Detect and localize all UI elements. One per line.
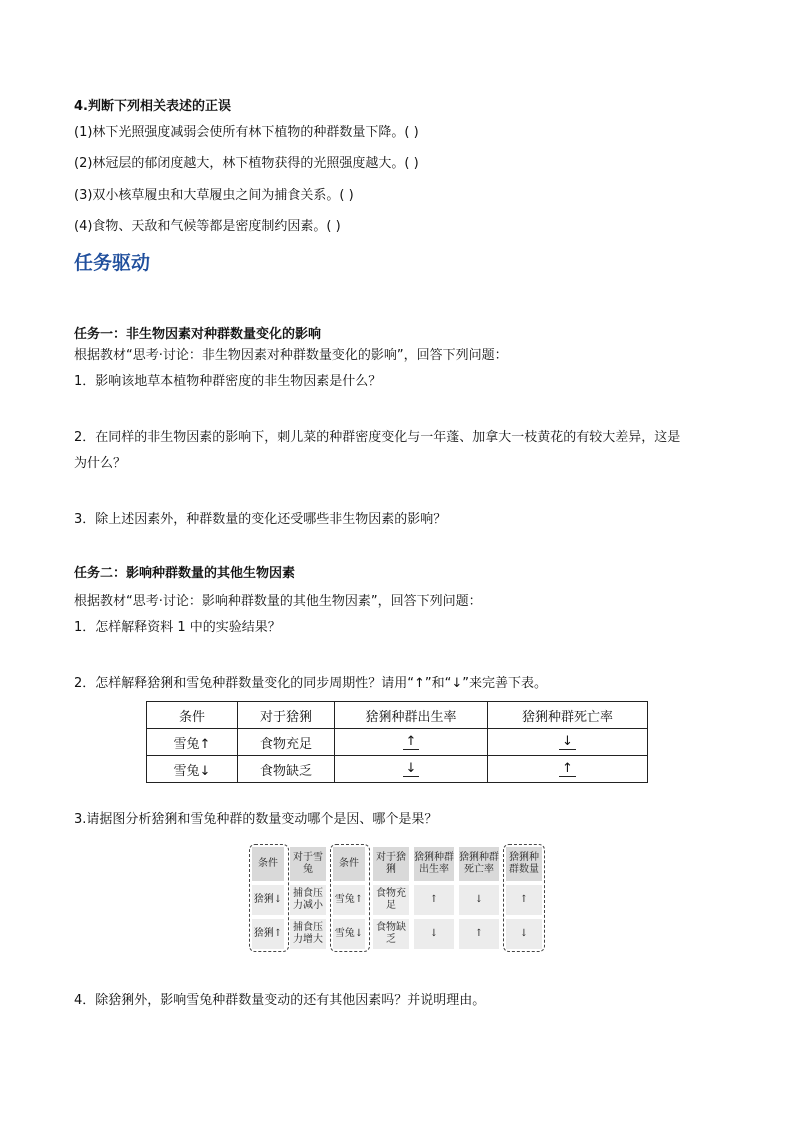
answer-arrow: ↓ <box>403 762 420 777</box>
table-cell: 雪兔↓ <box>147 756 238 783</box>
fig-header-condition: 条件 <box>333 847 365 881</box>
fig-cell: 食物缺乏 <box>373 919 409 949</box>
fig-arrow: ↑ <box>459 919 499 949</box>
task2-q2: 2．怎样解释猞猁和雪兔种群数量变化的同步周期性？请用“↑”和“↓”来完善下表。 <box>74 676 547 691</box>
task1-q3: 3．除上述因素外，种群数量的变化还受哪些非生物因素的影响？ <box>74 512 447 527</box>
dashed-frame <box>330 844 370 952</box>
table-cell: 食物缺乏 <box>238 756 335 783</box>
q4-item-3: (3)双小核草履虫和大草履虫之间为捕食关系。( ) <box>74 188 354 203</box>
task2-title: 任务二：影响种群数量的其他生物因素 <box>74 566 296 581</box>
fig-cell: 食物充足 <box>373 885 409 915</box>
cause-effect-figure <box>248 841 545 953</box>
table-cell <box>335 729 488 756</box>
fig-cell: 猞猁↑ <box>252 919 284 949</box>
table-row <box>147 729 648 756</box>
table-header-cell: 猞猁种群死亡率 <box>488 702 648 729</box>
dashed-frame <box>249 844 289 952</box>
fig-header-birth-rate: 猞猁种群出生率 <box>414 847 454 881</box>
answer-arrow: ↑ <box>559 762 576 777</box>
table-header-cell: 猞猁种群出生率 <box>335 702 488 729</box>
q4-item-1: (1)林下光照强度减弱会使所有林下植物的种群数量下降。( ) <box>74 125 419 140</box>
fig-cell: 雪兔↑ <box>333 885 365 915</box>
table-header-cell: 对于猞猁 <box>238 702 335 729</box>
section-heading: 任务驱动 <box>74 252 151 274</box>
fig-header-condition: 条件 <box>252 847 284 881</box>
table-row <box>147 756 648 783</box>
fig-header-for-lynx: 对于猞猁 <box>373 847 409 881</box>
table-cell <box>488 756 648 783</box>
task1-q2-line2: 为什么？ <box>74 456 127 471</box>
lynx-hare-table <box>146 701 648 783</box>
task2-q4: 4．除猞猁外，影响雪兔种群数量变动的还有其他因素吗？并说明理由。 <box>74 993 486 1008</box>
q4-item-4: (4)食物、天敌和气候等都是密度制约因素。( ) <box>74 219 341 234</box>
table-header-cell: 条件 <box>147 702 238 729</box>
fig-arrow: ↑ <box>414 885 454 915</box>
fig-cell: 捕食压力减小 <box>290 885 326 915</box>
fig-cell: 雪兔↓ <box>333 919 365 949</box>
fig-arrow: ↓ <box>506 919 542 949</box>
fig-cell: 猞猁↓ <box>252 885 284 915</box>
answer-arrow: ↑ <box>403 735 420 750</box>
dashed-frame <box>503 844 545 952</box>
q4-title: 4.判断下列相关表述的正误 <box>74 99 231 114</box>
fig-arrow: ↓ <box>459 885 499 915</box>
fig-cell: 捕食压力增大 <box>290 919 326 949</box>
table-cell <box>335 756 488 783</box>
fig-header-population: 猞猁种群数量 <box>506 847 542 881</box>
task2-q1: 1．怎样解释资料 1 中的实验结果？ <box>74 620 281 635</box>
table-cell: 食物充足 <box>238 729 335 756</box>
fig-arrow: ↑ <box>506 885 542 915</box>
fig-header-death-rate: 猞猁种群死亡率 <box>459 847 499 881</box>
task1-title: 任务一：非生物因素对种群数量变化的影响 <box>74 327 322 342</box>
q4-item-2: (2)林冠层的郁闭度越大，林下植物获得的光照强度越大。( ) <box>74 156 419 171</box>
task2-q3: 3.请据图分析猞猁和雪兔种群的数量变动哪个是因、哪个是果？ <box>74 812 438 827</box>
table-cell <box>488 729 648 756</box>
task1-q2-line1: 2．在同样的非生物因素的影响下，刺儿菜的种群密度变化与一年蓬、加拿大一枝黄花的有较大差异，这是 <box>74 430 681 445</box>
task1-q1: 1．影响该地草本植物种群密度的非生物因素是什么？ <box>74 374 382 389</box>
table-cell: 雪兔↑ <box>147 729 238 756</box>
table-header-row <box>147 702 648 729</box>
fig-header-for-hare: 对于雪兔 <box>290 847 326 881</box>
task2-intro: 根据教材“思考·讨论：影响种群数量的其他生物因素”，回答下列问题： <box>74 594 482 609</box>
task1-intro: 根据教材“思考·讨论：非生物因素对种群数量变化的影响”，回答下列问题： <box>74 348 508 363</box>
fig-arrow: ↓ <box>414 919 454 949</box>
answer-arrow: ↓ <box>559 735 576 750</box>
